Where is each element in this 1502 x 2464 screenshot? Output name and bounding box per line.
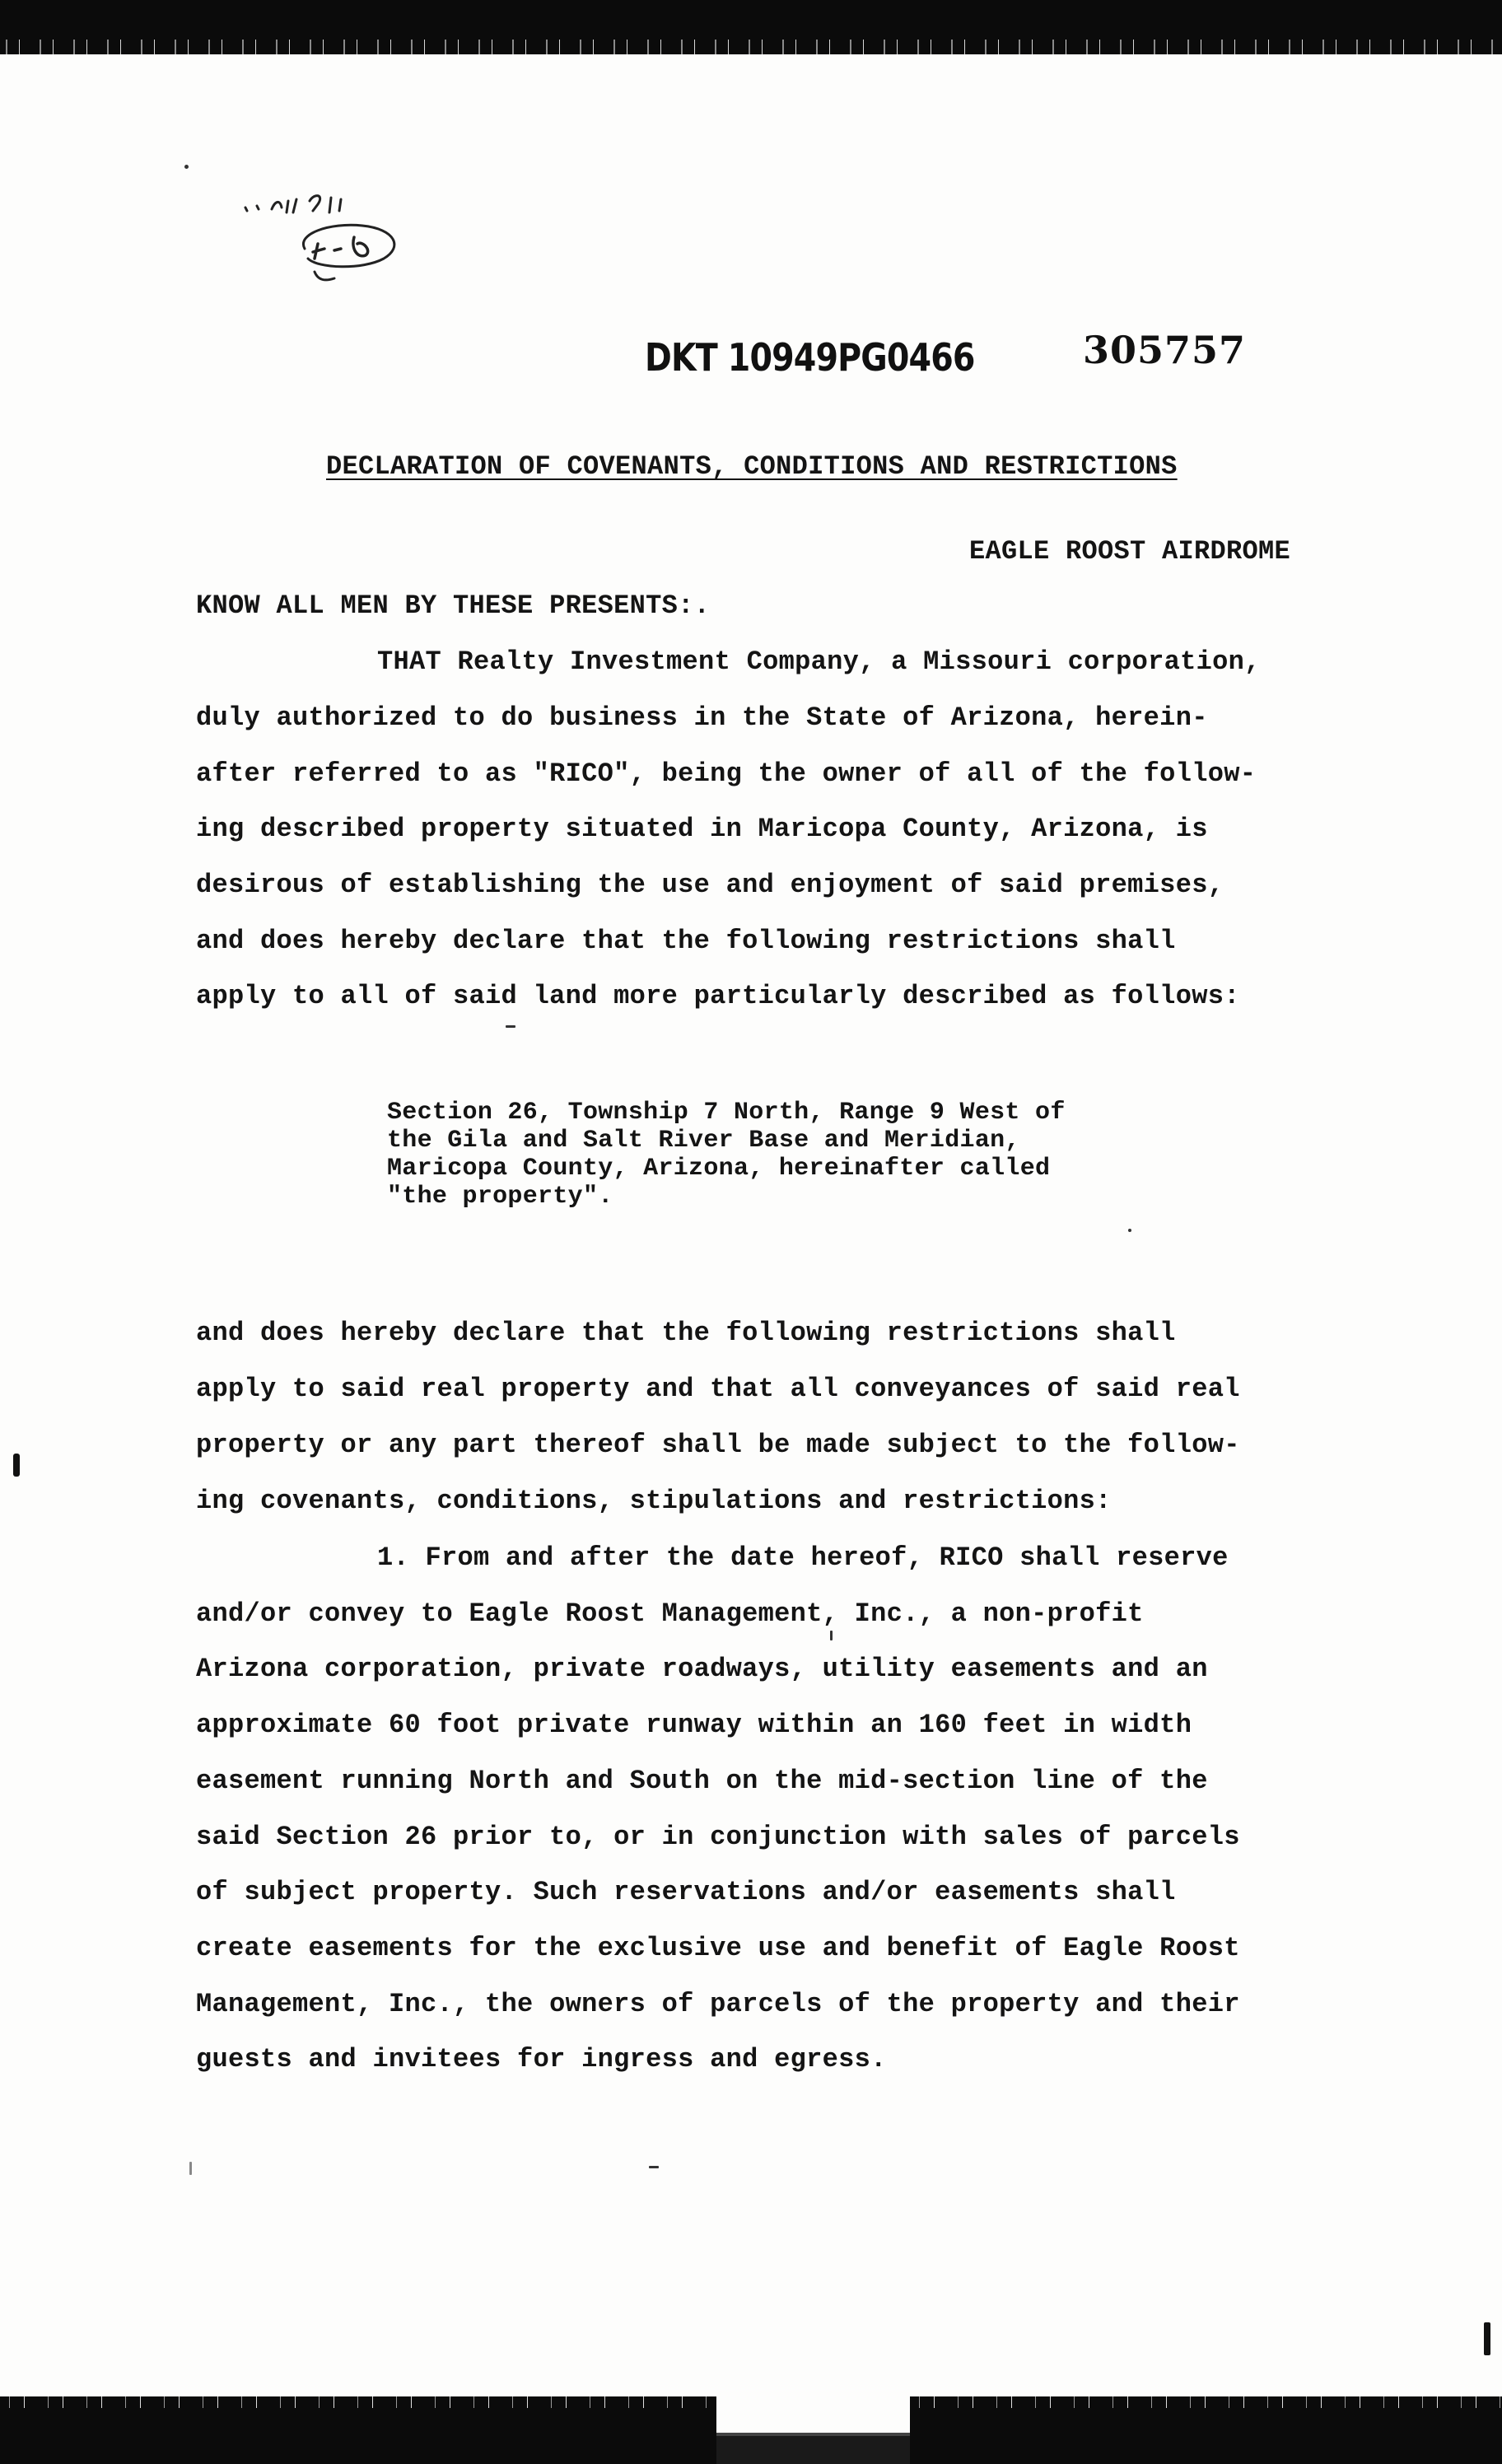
scan-border-top — [0, 0, 1502, 54]
paragraph1-line: desirous of establishing the use and enjoyment of said premises, — [196, 870, 1224, 900]
paragraph3-line: guests and invitees for ingress and egress. — [196, 2044, 887, 2074]
paragraph1-line: after referred to as "RICO", being the owner of all of the follow- — [196, 758, 1257, 789]
record-number: 305757 — [1083, 328, 1247, 372]
paragraph3-line: Arizona corporation, private roadways, utility easements and an — [196, 1654, 1208, 1684]
paragraph1-line: THAT Realty Investment Company, a Missouri corporation, — [377, 646, 1261, 677]
handwritten-annotation — [239, 183, 436, 315]
scan-border-bottom-right — [910, 2396, 1502, 2464]
paragraph2-line: ing covenants, conditions, stipulations and restrictions: — [196, 1486, 1112, 1516]
scan-border-bottom-gap — [716, 2436, 910, 2464]
scan-speck — [1484, 2322, 1490, 2355]
paragraph2-line: and does hereby declare that the following restrictions shall — [196, 1318, 1176, 1348]
paragraph3-line: approximate 60 foot private runway within an 160 feet in width — [196, 1710, 1192, 1740]
paragraph3-line: and/or convey to Eagle Roost Management, Inc., a non-profit — [196, 1598, 1144, 1629]
scan-speck — [184, 165, 189, 169]
paragraph1-line: ing described property situated in Maricopa County, Arizona, is — [196, 814, 1208, 844]
paragraph3-line: easement running North and South on the mid-section line of the — [196, 1766, 1208, 1796]
paragraph1-line: apply to all of said land more particularly described as follows: — [196, 981, 1240, 1011]
scan-speck — [506, 1025, 515, 1028]
paragraph2-line: property or any part thereof shall be made subject to the follow- — [196, 1430, 1240, 1460]
scan-speck — [830, 1631, 833, 1640]
salutation: KNOW ALL MEN BY THESE PRESENTS:. — [196, 590, 711, 621]
paragraph3-line: 1. From and after the date hereof, RICO shall reserve — [377, 1542, 1229, 1573]
paragraph2-line: apply to said real property and that all conveyances of said real — [196, 1374, 1240, 1404]
document-subtitle: EAGLE ROOST AIRDROME — [969, 536, 1291, 567]
scan-speck — [13, 1454, 20, 1477]
scan-border-bottom-left — [0, 2396, 716, 2464]
paragraph3-line: create easements for the exclusive use and benefit of Eagle Roost — [196, 1933, 1240, 1963]
paragraph3-line: said Section 26 prior to, or in conjunction with sales of parcels — [196, 1822, 1240, 1852]
paragraph3-line: Management, Inc., the owners of parcels of the property and their — [196, 1989, 1240, 2019]
scan-speck — [1128, 1229, 1131, 1232]
scan-speck — [649, 2166, 659, 2168]
paragraph1-line: and does hereby declare that the following restrictions shall — [196, 926, 1176, 956]
legal-description-line: Section 26, Township 7 North, Range 9 West of — [387, 1099, 1066, 1127]
paragraph3-line: of subject property. Such reservations and/or easements shall — [196, 1877, 1176, 1907]
legal-description-line: Maricopa County, Arizona, hereinafter called — [387, 1155, 1051, 1183]
legal-description-line: "the property". — [387, 1183, 613, 1211]
docket-number: DKT 10949PG0466 — [645, 335, 975, 380]
paragraph1-line: duly authorized to do business in the State of Arizona, herein- — [196, 702, 1208, 733]
document-title: DECLARATION OF COVENANTS, CONDITIONS AND RESTRICTIONS — [326, 451, 1178, 482]
scan-speck — [189, 2162, 192, 2175]
legal-description-line: the Gila and Salt River Base and Meridian, — [387, 1127, 1020, 1155]
